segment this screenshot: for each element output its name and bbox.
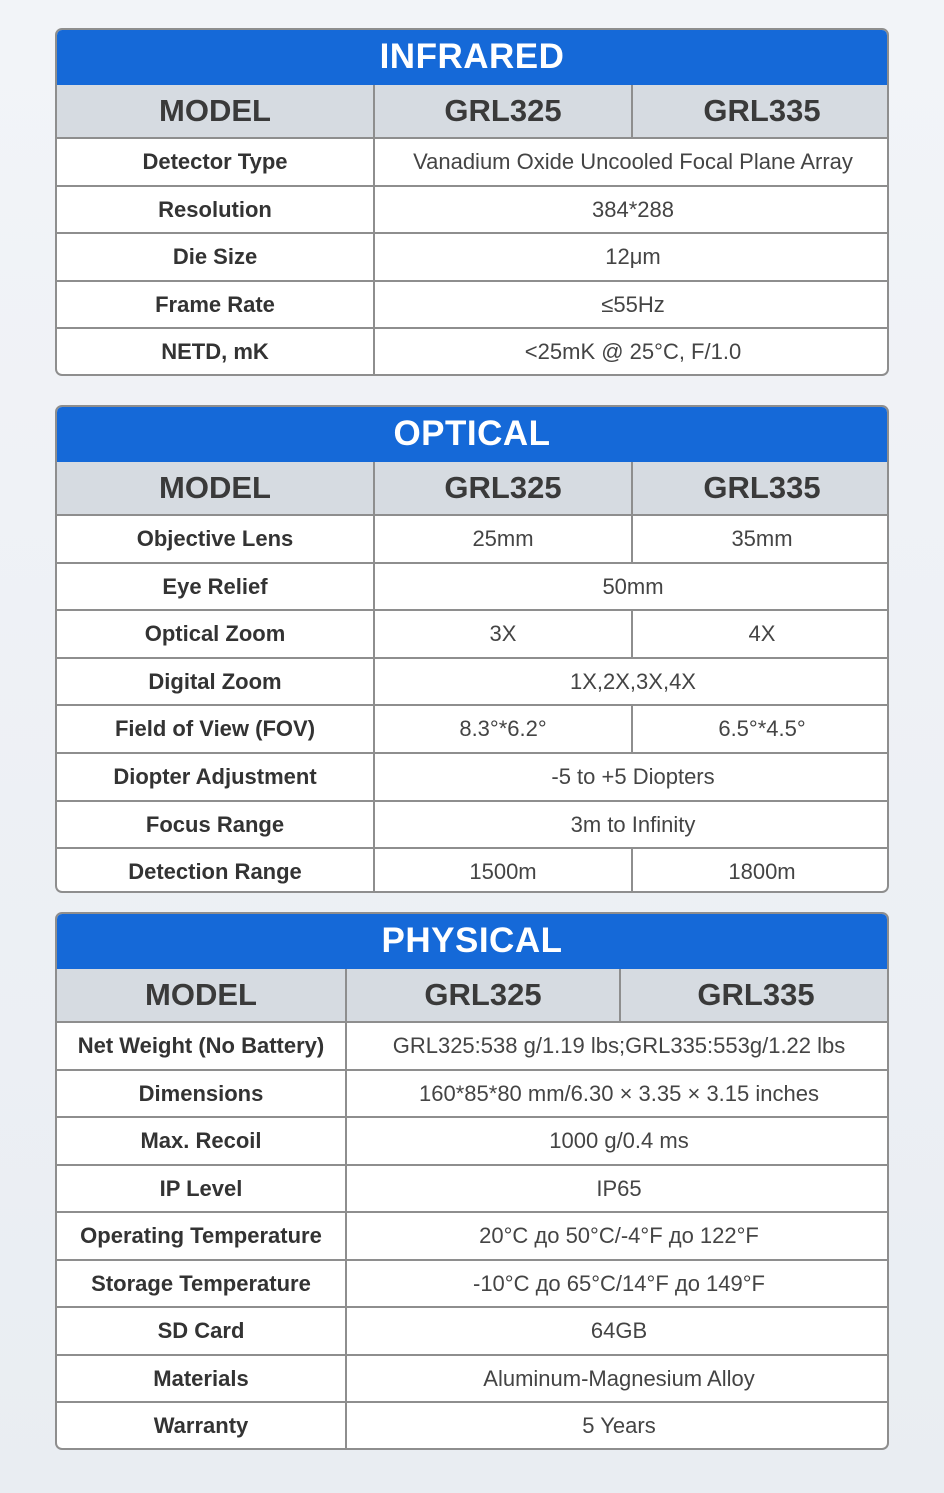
table-row <box>57 1165 889 1212</box>
row-label: NETD, mK <box>57 328 374 374</box>
row-label: Resolution <box>57 186 374 233</box>
row-label: Materials <box>57 1355 346 1402</box>
row-label: Optical Zoom <box>57 610 374 658</box>
table-row <box>57 1260 889 1307</box>
optical-table <box>57 462 889 893</box>
row-label: Focus Range <box>57 801 374 848</box>
table-row <box>57 328 889 374</box>
infrared-section <box>55 28 889 376</box>
table-row <box>57 1212 889 1260</box>
row-value: GRL325:538 g/1.19 lbs;GRL335:553g/1.22 lbs <box>346 1022 889 1070</box>
table-row <box>57 658 889 705</box>
model-header: MODEL <box>57 462 374 515</box>
table-header-row <box>57 85 889 138</box>
grl335-header: GRL335 <box>620 969 889 1022</box>
row-label: Diopter Adjustment <box>57 753 374 801</box>
grl325-value: 25mm <box>374 515 632 563</box>
table-row <box>57 1070 889 1117</box>
grl335-value: 1800m <box>632 848 889 893</box>
row-label: Warranty <box>57 1402 346 1448</box>
infrared-table <box>57 85 889 374</box>
row-label: Storage Temperature <box>57 1260 346 1307</box>
table-row <box>57 1307 889 1355</box>
grl335-value: 6.5°*4.5° <box>632 705 889 753</box>
grl325-value: 3X <box>374 610 632 658</box>
row-label: Net Weight (No Battery) <box>57 1022 346 1070</box>
grl335-value: 4X <box>632 610 889 658</box>
table-row <box>57 233 889 281</box>
grl325-value: 1500m <box>374 848 632 893</box>
table-row <box>57 515 889 563</box>
row-value: <25mK @ 25°C, F/1.0 <box>374 328 889 374</box>
table-header-row <box>57 969 889 1022</box>
table-row <box>57 186 889 233</box>
row-value: 64GB <box>346 1307 889 1355</box>
table-row <box>57 1402 889 1448</box>
row-label: Die Size <box>57 233 374 281</box>
table-row <box>57 848 889 893</box>
table-row <box>57 801 889 848</box>
row-value: ≤55Hz <box>374 281 889 328</box>
table-row <box>57 753 889 801</box>
table-row <box>57 1355 889 1402</box>
grl325-header: GRL325 <box>346 969 620 1022</box>
row-value: 5 Years <box>346 1402 889 1448</box>
row-value: 1X,2X,3X,4X <box>374 658 889 705</box>
physical-section <box>55 912 889 1450</box>
table-header-row <box>57 462 889 515</box>
row-value: -10°C до 65°C/14°F до 149°F <box>346 1260 889 1307</box>
model-header: MODEL <box>57 85 374 138</box>
row-label: Frame Rate <box>57 281 374 328</box>
row-label: Digital Zoom <box>57 658 374 705</box>
infrared-title: INFRARED <box>55 28 889 85</box>
row-label: Field of View (FOV) <box>57 705 374 753</box>
table-row <box>57 705 889 753</box>
optical-section <box>55 405 889 893</box>
table-row <box>57 138 889 186</box>
row-value: 384*288 <box>374 186 889 233</box>
optical-title: OPTICAL <box>55 405 889 462</box>
row-value: 3m to Infinity <box>374 801 889 848</box>
grl325-value: 8.3°*6.2° <box>374 705 632 753</box>
grl325-header: GRL325 <box>374 462 632 515</box>
row-value: 50mm <box>374 563 889 610</box>
row-label: Dimensions <box>57 1070 346 1117</box>
grl335-header: GRL335 <box>632 462 889 515</box>
row-value: Vanadium Oxide Uncooled Focal Plane Array <box>374 138 889 186</box>
row-label: Max. Recoil <box>57 1117 346 1165</box>
row-label: Operating Temperature <box>57 1212 346 1260</box>
row-value: Aluminum-Magnesium Alloy <box>346 1355 889 1402</box>
model-header: MODEL <box>57 969 346 1022</box>
row-label: Eye Relief <box>57 563 374 610</box>
table-row <box>57 1117 889 1165</box>
table-row <box>57 563 889 610</box>
physical-table <box>57 969 889 1448</box>
physical-title: PHYSICAL <box>55 912 889 969</box>
table-row <box>57 1022 889 1070</box>
table-row <box>57 610 889 658</box>
row-label: SD Card <box>57 1307 346 1355</box>
row-value: 160*85*80 mm/6.30 × 3.35 × 3.15 inches <box>346 1070 889 1117</box>
row-label: IP Level <box>57 1165 346 1212</box>
row-value: 12μm <box>374 233 889 281</box>
grl335-header: GRL335 <box>632 85 889 138</box>
row-label: Objective Lens <box>57 515 374 563</box>
row-label: Detector Type <box>57 138 374 186</box>
grl325-header: GRL325 <box>374 85 632 138</box>
table-row <box>57 281 889 328</box>
row-value: IP65 <box>346 1165 889 1212</box>
row-label: Detection Range <box>57 848 374 893</box>
grl335-value: 35mm <box>632 515 889 563</box>
row-value: 20°C до 50°C/-4°F до 122°F <box>346 1212 889 1260</box>
row-value: -5 to +5 Diopters <box>374 753 889 801</box>
row-value: 1000 g/0.4 ms <box>346 1117 889 1165</box>
